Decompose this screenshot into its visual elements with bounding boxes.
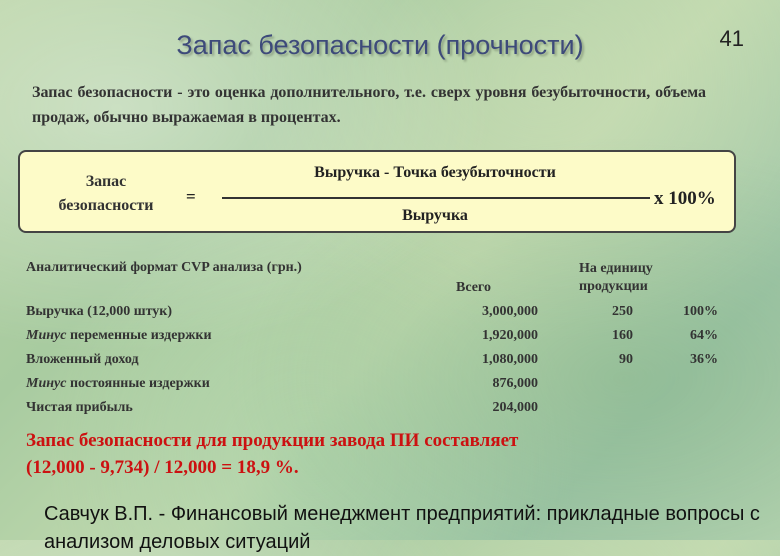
row-label-text: переменные издержки <box>66 328 212 343</box>
cell-unit: 250 <box>612 304 633 319</box>
cell-total: 876,000 <box>492 376 538 391</box>
row-label <box>26 326 212 346</box>
table-row <box>26 350 736 374</box>
table-row <box>26 374 736 398</box>
cell-percent: 100% <box>683 304 718 319</box>
table-title: Аналитический формат CVP анализа (грн.) <box>26 260 302 275</box>
cell-percent: 36% <box>690 352 718 367</box>
table-row <box>26 326 736 350</box>
column-header-unit <box>579 260 653 296</box>
column-header-unit-line2: продукции <box>579 279 648 294</box>
source-citation: Савчук В.П. - Финансовый менеджмент предприятий: прикладные вопросы с анализом деловых ситуаций <box>44 503 760 553</box>
formula-label-line2: безопасности <box>58 197 154 214</box>
table-row <box>26 398 736 422</box>
row-label-prefix: Минус <box>26 376 67 391</box>
result-line2: (12,000 - 9,734) / 12,000 = 18,9 %. <box>26 457 299 478</box>
row-label-text: Вложенный доход <box>26 352 139 367</box>
cell-total: 1,080,000 <box>482 352 538 367</box>
formula-box <box>18 150 736 233</box>
cell-total: 1,920,000 <box>482 328 538 343</box>
row-label <box>26 374 210 394</box>
cell-percent: 64% <box>690 328 718 343</box>
table-body <box>26 302 736 422</box>
cell-unit: 160 <box>612 328 633 343</box>
formula-multiplier: х 100% <box>654 188 716 209</box>
cell-total: 204,000 <box>492 400 538 415</box>
row-label-text: постоянные издержки <box>66 376 210 391</box>
cell-unit: 90 <box>619 352 633 367</box>
result-text <box>26 427 746 481</box>
formula-numerator: Выручка - Точка безубыточности <box>314 164 556 181</box>
table-row <box>26 302 736 326</box>
column-header-total: Всего <box>456 280 491 295</box>
row-label <box>26 302 172 322</box>
slide-title: Запас безопасности (прочности) <box>176 30 584 60</box>
page-number: 41 <box>719 26 744 51</box>
cell-total: 3,000,000 <box>482 304 538 319</box>
row-label-prefix: Минус <box>26 328 67 343</box>
cvp-table <box>26 260 736 422</box>
intro-paragraph: Запас безопасности - это оценка дополнительного, т.е. сверх уровня безубыточности, объема продаж, обычно выражаемая в процентах. <box>32 84 706 126</box>
formula-label <box>42 170 170 218</box>
table-header <box>26 260 736 302</box>
row-label-text: Выручка (12,000 штук) <box>26 304 173 319</box>
formula-label-line1: Запас <box>85 173 127 190</box>
formula-equals: = <box>186 187 196 206</box>
fraction-line <box>222 197 650 199</box>
formula-denominator: Выручка <box>402 207 468 224</box>
row-label-text: Чистая прибыль <box>26 400 133 415</box>
column-header-unit-line1: На единицу <box>579 261 653 276</box>
result-line1: Запас безопасности для продукции завода ПИ составляет <box>26 430 519 451</box>
row-label <box>26 398 133 418</box>
row-label <box>26 350 139 370</box>
